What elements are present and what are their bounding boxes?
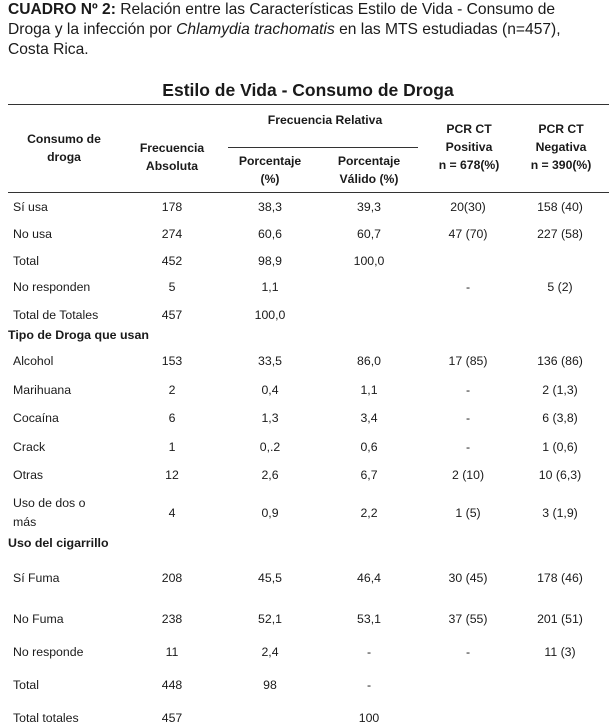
cell-porcentaje-valido: 100	[358, 711, 380, 725]
cell-pcr-positiva: 20(30)	[450, 200, 486, 214]
top-rule	[8, 104, 609, 105]
cell-pcr-positiva: -	[465, 383, 471, 397]
row-label: Alcohol	[13, 354, 54, 368]
header-valido-line1: Porcentaje	[337, 154, 401, 168]
header-pcr-positiva	[439, 120, 500, 174]
cell-porcentaje-valido: 39,3	[357, 200, 381, 214]
cell-porcentaje-valido: 53,1	[357, 612, 381, 626]
cell-pcr-positiva: 47 (70)	[448, 227, 488, 241]
cell-pcr-negativa: 6 (3,8)	[542, 411, 578, 425]
cell-pcr-positiva: 17 (85)	[448, 354, 488, 368]
cell-pcr-negativa: 1 (0,6)	[542, 440, 578, 454]
header-porcentaje-line2: (%)	[260, 172, 280, 186]
cell-pcr-negativa: 3 (1,9)	[542, 506, 578, 520]
cell-pcr-positiva: -	[465, 645, 471, 659]
row-label: Total	[13, 678, 39, 692]
row-label: Cocaína	[13, 411, 59, 425]
cell-pcr-negativa: 5 (2)	[547, 280, 573, 294]
cell-porcentaje-valido: 6,7	[360, 468, 378, 482]
section-tipo-droga: Tipo de Droga que usan	[8, 328, 149, 342]
cell-porcentaje: 0,9	[261, 506, 279, 520]
cell-pcr-negativa: 178 (46)	[537, 571, 583, 585]
cell-porcentaje-valido: 60,7	[357, 227, 381, 241]
row-label: No responden	[13, 280, 91, 294]
row-label: Sí Fuma	[13, 571, 60, 585]
cell-porcentaje-valido: 100,0	[353, 254, 385, 268]
cell-porcentaje: 0,.2	[259, 440, 281, 454]
cell-pcr-negativa: 11 (3)	[544, 645, 576, 659]
table-title: Estilo de Vida - Consumo de Droga	[162, 80, 454, 100]
header-porcentaje-valido	[338, 152, 400, 188]
caption-line-3: Costa Rica.	[8, 41, 89, 58]
cell-porcentaje-valido: 46,4	[357, 571, 381, 585]
row-label: Crack	[13, 440, 46, 454]
cell-frecuencia-absoluta: 457	[161, 711, 183, 725]
row-label: No responde	[13, 645, 84, 659]
header-porcentaje	[239, 152, 301, 188]
cell-frecuencia-absoluta: 2	[168, 383, 176, 397]
cell-porcentaje: 2,4	[261, 645, 279, 659]
cell-porcentaje: 52,1	[258, 612, 282, 626]
row-label: Total	[13, 254, 39, 268]
caption-line-2	[8, 20, 608, 40]
caption-line-1	[8, 0, 608, 20]
cell-frecuencia-absoluta: 11	[165, 645, 179, 659]
cell-porcentaje: 60,6	[258, 227, 282, 241]
cell-pcr-positiva: 30 (45)	[448, 571, 488, 585]
cell-pcr-positiva: -	[465, 280, 471, 294]
header-consumo-line1: Consumo de	[27, 132, 101, 146]
cell-pcr-negativa: 158 (40)	[537, 200, 583, 214]
header-bottom-rule	[8, 192, 609, 193]
cell-porcentaje-valido: 2,2	[360, 506, 378, 520]
row-label-continued: más	[13, 515, 37, 529]
cell-frecuencia-absoluta: 208	[161, 571, 183, 585]
cell-frecuencia-absoluta: 274	[161, 227, 183, 241]
cell-pcr-positiva: 2 (10)	[451, 468, 485, 482]
header-pos-line3: n = 678(%)	[438, 158, 500, 172]
cell-pcr-positiva: 37 (55)	[448, 612, 488, 626]
row-label: Sí usa	[13, 200, 48, 214]
header-frecuencia-relativa: Frecuencia Relativa	[267, 113, 383, 127]
cell-frecuencia-absoluta: 1	[168, 440, 176, 454]
header-neg-line3: n = 390(%)	[530, 158, 592, 172]
caption-label: CUADRO Nº 2:	[8, 1, 116, 18]
cell-frecuencia-absoluta: 457	[161, 308, 183, 322]
cell-frecuencia-absoluta: 448	[161, 678, 183, 692]
cell-frecuencia-absoluta: 238	[161, 612, 183, 626]
header-pos-line1: PCR CT	[446, 122, 492, 136]
caption-line2-pre: Droga y la infección por	[8, 21, 177, 38]
cell-frecuencia-absoluta: 5	[168, 280, 176, 294]
header-porcentaje-line1: Porcentaje	[238, 154, 302, 168]
header-pcr-negativa	[531, 120, 592, 174]
row-label: Otras	[13, 468, 44, 482]
caption-species: Chlamydia trachomatis	[176, 21, 335, 38]
cell-pcr-negativa: 10 (6,3)	[538, 468, 582, 482]
cell-frecuencia-absoluta: 153	[161, 354, 183, 368]
cell-porcentaje: 98,9	[258, 254, 282, 268]
cell-pcr-negativa: 201 (51)	[537, 612, 583, 626]
cell-porcentaje: 38,3	[258, 200, 282, 214]
header-consumo-line2: droga	[47, 150, 81, 164]
cell-porcentaje: 0,4	[261, 383, 279, 397]
cell-porcentaje: 2,6	[261, 468, 279, 482]
cell-porcentaje: 45,5	[258, 571, 282, 585]
frecuencia-relativa-rule	[228, 147, 418, 148]
cell-porcentaje: 1,1	[261, 280, 279, 294]
cell-frecuencia-absoluta: 452	[161, 254, 183, 268]
header-consumo	[27, 130, 101, 166]
cell-pcr-negativa: 2 (1,3)	[542, 383, 578, 397]
header-neg-line1: PCR CT	[538, 122, 584, 136]
row-label: Total de Totales	[13, 308, 99, 322]
section-uso-cigarrillo: Uso del cigarrillo	[8, 536, 109, 550]
cell-frecuencia-absoluta: 12	[165, 468, 179, 482]
cell-porcentaje-valido: 3,4	[360, 411, 378, 425]
cell-frecuencia-absoluta: 4	[168, 506, 176, 520]
row-label: Total totales	[13, 711, 79, 725]
header-frecuencia-absoluta	[140, 139, 204, 175]
cell-porcentaje-valido: 86,0	[357, 354, 381, 368]
header-frecabs-line1: Frecuencia	[139, 141, 205, 155]
cell-frecuencia-absoluta: 178	[161, 200, 183, 214]
table-caption	[8, 0, 608, 60]
cell-porcentaje: 33,5	[258, 354, 282, 368]
header-valido-line2: Válido (%)	[339, 172, 399, 186]
row-label: No Fuma	[13, 612, 64, 626]
row-label: Uso de dos o	[13, 496, 86, 510]
cell-porcentaje: 98	[263, 678, 277, 692]
row-label: Marihuana	[13, 383, 72, 397]
caption-line2-post: en las MTS estudiadas (n=457),	[334, 21, 561, 38]
cell-porcentaje-valido: -	[366, 678, 372, 692]
caption-line1-text: Relación entre las Características Estilo de Vida - Consumo de	[115, 1, 556, 18]
header-pos-line2: Positiva	[445, 140, 493, 154]
header-neg-line2: Negativa	[535, 140, 587, 154]
cell-pcr-positiva: -	[465, 411, 471, 425]
cell-porcentaje-valido: 0,6	[360, 440, 378, 454]
cell-frecuencia-absoluta: 6	[168, 411, 176, 425]
cell-pcr-positiva: -	[465, 440, 471, 454]
cell-porcentaje: 100,0	[254, 308, 286, 322]
cell-pcr-negativa: 227 (58)	[537, 227, 583, 241]
header-frecabs-line2: Absoluta	[145, 159, 199, 173]
cell-pcr-positiva: 1 (5)	[455, 506, 481, 520]
cell-pcr-negativa: 136 (86)	[537, 354, 583, 368]
cell-porcentaje-valido: 1,1	[360, 383, 378, 397]
cell-porcentaje: 1,3	[261, 411, 279, 425]
row-label: No usa	[13, 227, 52, 241]
cell-porcentaje-valido: -	[366, 645, 372, 659]
